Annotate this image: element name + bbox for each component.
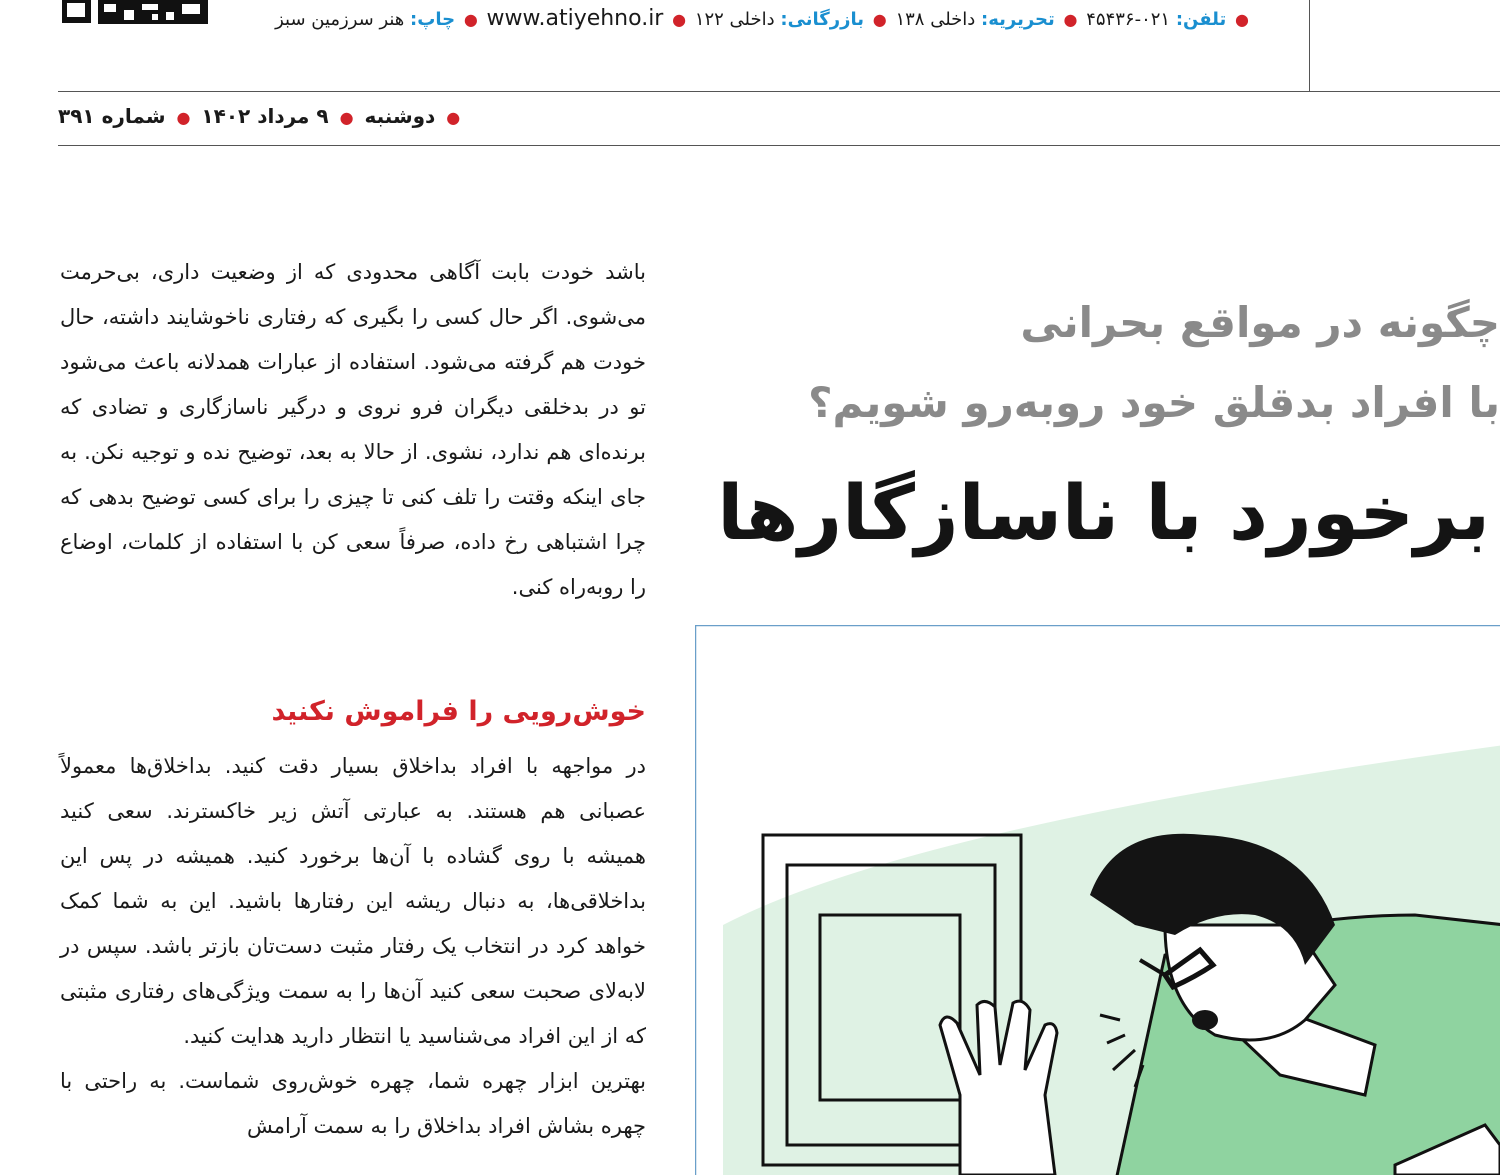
editorial-label: تحریریه: — [981, 9, 1055, 30]
bullet-icon: ● — [1235, 10, 1249, 29]
phone-label: تلفن: — [1175, 9, 1227, 30]
bullet-icon: ● — [463, 10, 478, 29]
subtitle-line-2: با افراد بدقلق خود روبه‌رو شویم؟ — [808, 378, 1500, 427]
qr-code-icon — [62, 0, 214, 26]
header-divider — [1309, 0, 1310, 92]
bullet-icon: ● — [872, 10, 887, 29]
paragraph: در مواجهه با افراد بداخلاق بسیار دقت کنید. بداخلاق‌ها معمولاً عصبانی هم هستند. به عبارتی آتش زیر خاکسترند. سعی کنید همیشه با روی گشاده با آن‌ها برخورد کنید. همیشه در پس این بداخلاقی‌ها، به دنبال ریشه این رفتارها باشید. این به شما کمک خواهد کرد در انتخاب یک رفتار مثبت دست‌تان بازتر باشد. سپس در لابه‌لای صحبت سعی کنید آن‌ها را به سمت ویژگی‌های رفتاری مثبتی که از این افراد می‌شناسید یا انتظار دارید هدایت کنید. — [60, 754, 646, 1048]
issue-number: شماره ۳۹۱ — [58, 104, 166, 128]
website-link[interactable]: www.atiyehno.ir — [486, 6, 664, 31]
bullet-icon: ● — [176, 108, 191, 127]
article-body-bottom — [60, 744, 646, 1149]
weekday: دوشنبه — [364, 104, 436, 128]
dateline-rule — [58, 145, 1500, 146]
section-title: خوش‌رویی را فراموش نکنید — [271, 696, 646, 727]
contact-bar — [275, 6, 1252, 31]
bullet-icon: ● — [1063, 10, 1078, 29]
article-body-top — [60, 250, 646, 610]
paragraph: باشد خودت بابت آگاهی محدودی که از وضعیت داری، بی‌حرمت می‌شوی. اگر حال کسی را بگیری که رفتاری ناخوشایند داشته، حال خودت هم گرفته می‌شود. استفاده از عبارات همدلانه باعث می‌شود تو در بدخلقی دیگران فرو نروی و درگیر ناسازگاری و تضادی که برنده‌ای هم ندارد، نشوی. از حالا به بعد، توضیح نده و توجیه نکن. به جای اینکه وقتت را تلف کنی تا چیزی را برای کسی توضیح بدهی که چرا اشتباهی رخ داده، صرفاً سعی کن با استفاده از کلمات، اوضاع را روبه‌راه کنی. — [60, 260, 646, 599]
print-value: هنر سرزمین سبز — [275, 9, 405, 30]
bullet-icon: ● — [672, 10, 687, 29]
paragraph: بهترین ابزار چهره شما، چهره خوش‌روی شماست. به راحتی با چهره بشاش افراد بداخلاق را به سمت آرامش — [60, 1069, 646, 1138]
editorial-value: داخلی ۱۳۸ — [895, 9, 976, 30]
header-rule — [58, 91, 1500, 92]
bullet-icon: ● — [446, 108, 461, 127]
article-headline: برخورد با ناسازگارها — [717, 468, 1490, 557]
article-subtitle — [780, 283, 1500, 443]
bullet-icon: ● — [339, 108, 354, 127]
dateline — [58, 104, 464, 128]
print-label: چاپ: — [410, 9, 456, 30]
commercial-value: داخلی ۱۲۲ — [694, 9, 775, 30]
angry-man-illustration — [695, 625, 1500, 1175]
phone-value: ۰۲۱-۴۵۴۳۶ — [1086, 9, 1171, 30]
subtitle-line-1: چگونه در مواقع بحرانی — [1020, 298, 1500, 347]
date: ۹ مرداد ۱۴۰۲ — [201, 104, 329, 128]
commercial-label: بازرگانی: — [780, 9, 865, 30]
